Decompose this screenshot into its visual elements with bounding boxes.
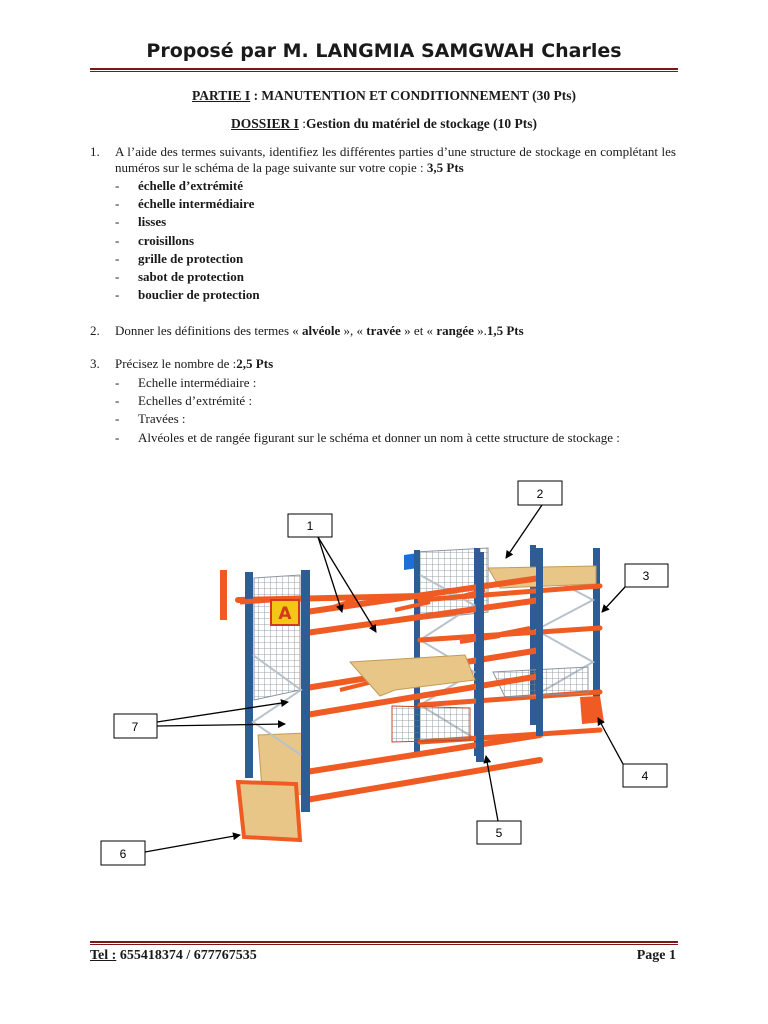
question-text: Précisez le nombre de :2,5 Pts <box>115 356 274 371</box>
dossier-title: Gestion du matériel de stockage (10 Pts) <box>306 116 537 131</box>
list-item: - lisses <box>115 214 167 230</box>
end-mesh-grid <box>254 575 300 700</box>
list-item: - échelle d’extrémité <box>115 178 244 193</box>
page-number: Page 1 <box>636 948 676 963</box>
partie-label: PARTIE I <box>192 88 251 103</box>
label-5: 5 <box>495 826 503 840</box>
term-rangee: rangée <box>436 323 474 338</box>
protection-shoe <box>580 696 604 724</box>
label-7: 7 <box>131 720 139 734</box>
question-number: 3. <box>90 356 100 371</box>
term-alveole: alvéole <box>302 323 341 338</box>
protection-shield <box>238 782 300 840</box>
front-upright <box>536 548 543 736</box>
term-travee: travée <box>366 323 401 338</box>
label-3: 3 <box>642 569 650 583</box>
list-item: - bouclier de protection <box>115 287 260 303</box>
question-1-text: A l’aide des termes suivants, identifiez les différentes parties d’une structure de stockage en complétant les numéros sur le schéma de la page suivante sur votre copie : <box>115 144 676 175</box>
question-2-points: 1,5 Pts <box>486 323 524 338</box>
label-6: 6 <box>119 847 127 861</box>
list-item: - Travées : <box>115 411 186 427</box>
front-upright <box>476 552 484 762</box>
question-number: 1. <box>90 144 100 159</box>
list-item: - échelle intermédiaire <box>115 196 255 212</box>
list-item: - Echelles d’extrémité : <box>115 393 253 409</box>
footer-rule-thin <box>90 944 678 945</box>
list-item: - grille de protection <box>115 250 244 266</box>
dossier-label: DOSSIER I <box>230 116 299 131</box>
question-number: 2. <box>90 323 100 338</box>
front-upright <box>301 570 310 812</box>
question-1-points: 3,5 Pts <box>426 160 464 175</box>
label-4: 4 <box>641 769 649 783</box>
mesh-deck <box>392 706 470 742</box>
list-item: - Echelle intermédiaire : <box>115 375 257 390</box>
list-item: - sabot de protection <box>115 268 244 284</box>
phone-label: Tel : <box>90 948 117 963</box>
label-1: 1 <box>306 519 314 533</box>
question-text: Donner les définitions des termes « alvéole », « travée » et « rangée ».1,5 Pts <box>115 323 524 338</box>
page-header-title: Proposé par M. LANGMIA SAMGWAH Charles <box>146 40 622 62</box>
footer-rule <box>90 941 678 943</box>
partie-title: : MANUTENTION ET CONDITIONNEMENT (30 Pts) <box>250 88 576 103</box>
dossier-sep: : <box>298 116 307 131</box>
question-3-points: 2,5 Pts <box>236 356 274 371</box>
rack-sign-letter: A <box>278 604 292 624</box>
list-item: - croisillons <box>115 232 195 248</box>
phone-number: 655418374 / 677767535 <box>116 948 257 963</box>
label-2: 2 <box>536 487 544 501</box>
footer-phone <box>90 948 257 964</box>
list-item: - Alvéoles et de rangée figurant sur le schéma et donner un nom à cette structure de stockage : <box>115 429 620 445</box>
